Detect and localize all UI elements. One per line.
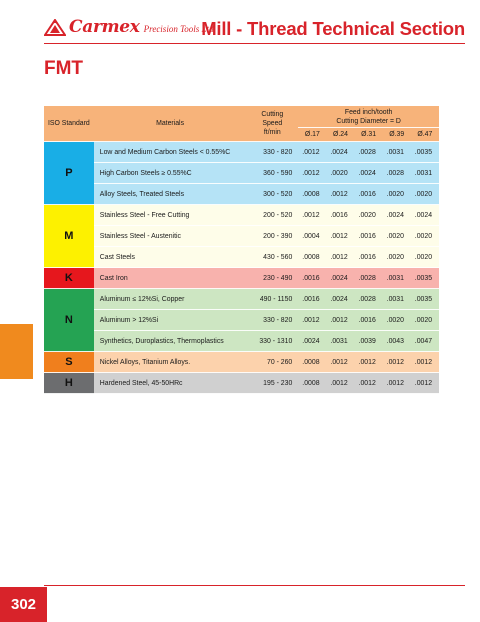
feed-cell: .0031 [326, 331, 354, 352]
brand-name: Carmex [69, 17, 140, 37]
table-row [44, 142, 439, 163]
group-m [44, 205, 439, 268]
material-cell: Stainless Steel - Austenitic [94, 226, 247, 247]
feed-cell: .0012 [326, 352, 354, 373]
carmex-logo-icon [44, 19, 66, 36]
feed-cell: .0028 [355, 142, 383, 163]
header-divider [44, 43, 465, 44]
table-row [44, 331, 439, 352]
feed-cell: .0012 [298, 310, 326, 331]
iso-badge-k: K [44, 268, 94, 289]
header-speed-line2: Speed [262, 120, 283, 127]
feed-cell: .0047 [411, 331, 439, 352]
table-row [44, 205, 439, 226]
feed-cell: .0016 [355, 226, 383, 247]
speed-cell: 360 - 590 [246, 163, 298, 184]
feed-cell: .0020 [383, 226, 411, 247]
feed-cell: .0020 [411, 226, 439, 247]
feed-cell: .0012 [326, 247, 354, 268]
feed-cell: .0024 [411, 205, 439, 226]
feed-cell: .0020 [383, 310, 411, 331]
material-cell: Low and Medium Carbon Steels < 0.55%C [94, 142, 247, 163]
feed-cell: .0012 [411, 373, 439, 394]
brand-subtitle: Precision Tools Ltd. [143, 24, 216, 34]
group-s [44, 352, 439, 373]
feed-cell: .0008 [298, 352, 326, 373]
brand-logo [44, 17, 216, 37]
feed-cell: .0020 [326, 163, 354, 184]
group-p [44, 142, 439, 205]
header-speed-unit: ft/min [263, 129, 281, 136]
material-cell: Nickel Alloys, Titanium Alloys. [94, 352, 247, 373]
feed-cell: .0004 [298, 226, 326, 247]
header-cutting-speed [246, 106, 298, 142]
speed-cell: 200 - 390 [246, 226, 298, 247]
material-cell: Synthetics, Duroplastics, Thermoplastics [94, 331, 247, 352]
feed-cell: .0012 [298, 205, 326, 226]
material-cell: High Carbon Steels ≥ 0.55%C [94, 163, 247, 184]
material-cell: Alloy Steels, Treated Steels [94, 184, 247, 205]
feed-cell: .0024 [383, 205, 411, 226]
page-header [0, 0, 480, 50]
header-materials: Materials [94, 106, 247, 142]
feed-cell: .0020 [411, 184, 439, 205]
material-cell: Cast Steels [94, 247, 247, 268]
feed-cell: .0012 [355, 352, 383, 373]
page-number: 302 [0, 587, 47, 622]
feed-cell: .0020 [411, 247, 439, 268]
iso-badge-n: N [44, 289, 94, 352]
feed-cell: .0024 [326, 268, 354, 289]
iso-badge-p: P [44, 142, 94, 205]
header-iso-standard: ISO Standard [44, 106, 94, 142]
feed-cell: .0012 [383, 373, 411, 394]
header-diameter: Ø.39 [383, 128, 411, 142]
feed-cell: .0012 [326, 310, 354, 331]
feed-cell: .0031 [383, 289, 411, 310]
material-cell: Aluminum ≤ 12%Si, Copper [94, 289, 247, 310]
feed-cell: .0020 [355, 205, 383, 226]
feed-cell: .0024 [298, 331, 326, 352]
table-row [44, 163, 439, 184]
feed-cell: .0024 [355, 163, 383, 184]
table-row [44, 373, 439, 394]
section-side-tab [0, 324, 33, 379]
group-h [44, 373, 439, 394]
table-row [44, 184, 439, 205]
speed-cell: 195 - 230 [246, 373, 298, 394]
feed-cell: .0012 [298, 163, 326, 184]
speed-cell: 430 - 560 [246, 247, 298, 268]
feed-cell: .0016 [298, 268, 326, 289]
iso-badge-m: M [44, 205, 94, 268]
feed-cell: .0016 [355, 310, 383, 331]
feed-cell: .0028 [355, 289, 383, 310]
feed-cell: .0020 [411, 310, 439, 331]
feed-cell: .0035 [411, 268, 439, 289]
footer-divider [44, 585, 465, 586]
page-heading: FMT [44, 58, 84, 79]
feed-cell: .0012 [355, 373, 383, 394]
header-feed-line1: Feed inch/tooth [344, 108, 393, 116]
speed-cell: 230 - 490 [246, 268, 298, 289]
table-row [44, 226, 439, 247]
header-diameter: Ø.47 [411, 128, 439, 142]
speed-cell: 330 - 1310 [246, 331, 298, 352]
header-diameter: Ø.31 [355, 128, 383, 142]
feed-cell: .0016 [326, 205, 354, 226]
material-cell: Hardened Steel, 45-50HRc [94, 373, 247, 394]
group-k [44, 268, 439, 289]
feed-cell: .0039 [355, 331, 383, 352]
table-row [44, 268, 439, 289]
material-cell: Aluminum > 12%Si [94, 310, 247, 331]
feed-cell: .0024 [326, 289, 354, 310]
feed-cell: .0012 [326, 226, 354, 247]
speed-cell: 300 - 520 [246, 184, 298, 205]
group-n [44, 289, 439, 352]
feed-cell: .0016 [298, 289, 326, 310]
feed-cell: .0016 [355, 184, 383, 205]
feed-cell: .0020 [383, 247, 411, 268]
header-diameter: Ø.24 [326, 128, 354, 142]
feed-cell: .0035 [411, 289, 439, 310]
table-row [44, 310, 439, 331]
feed-cell: .0012 [298, 142, 326, 163]
material-cell: Stainless Steel - Free Cutting [94, 205, 247, 226]
feed-cell: .0020 [383, 184, 411, 205]
speed-cell: 330 - 820 [246, 310, 298, 331]
header-feed-line2: Cutting Diameter = D [336, 117, 401, 125]
feed-cell: .0008 [298, 184, 326, 205]
feed-cell: .0031 [411, 163, 439, 184]
speed-cell: 490 - 1150 [246, 289, 298, 310]
feed-cell: .0028 [355, 268, 383, 289]
speed-cell: 330 - 820 [246, 142, 298, 163]
feed-cell: .0008 [298, 373, 326, 394]
feed-cell: .0016 [355, 247, 383, 268]
feed-cell: .0024 [326, 142, 354, 163]
table-row [44, 247, 439, 268]
header-feed [298, 106, 439, 128]
cutting-data-table [44, 106, 439, 394]
header-speed-line1: Cutting [261, 111, 284, 118]
speed-cell: 70 - 260 [246, 352, 298, 373]
material-cell: Cast Iron [94, 268, 247, 289]
feed-cell: .0012 [326, 373, 354, 394]
iso-badge-h: H [44, 373, 94, 394]
feed-cell: .0012 [326, 184, 354, 205]
feed-cell: .0031 [383, 142, 411, 163]
feed-cell: .0028 [383, 163, 411, 184]
section-title: Mill - Thread Technical Section [201, 18, 465, 39]
table-row [44, 352, 439, 373]
table-row [44, 289, 439, 310]
feed-cell: .0012 [411, 352, 439, 373]
feed-cell: .0043 [383, 331, 411, 352]
feed-cell: .0012 [383, 352, 411, 373]
header-diameter: Ø.17 [298, 128, 326, 142]
feed-cell: .0031 [383, 268, 411, 289]
speed-cell: 200 - 520 [246, 205, 298, 226]
feed-cell: .0008 [298, 247, 326, 268]
iso-badge-s: S [44, 352, 94, 373]
feed-cell: .0035 [411, 142, 439, 163]
